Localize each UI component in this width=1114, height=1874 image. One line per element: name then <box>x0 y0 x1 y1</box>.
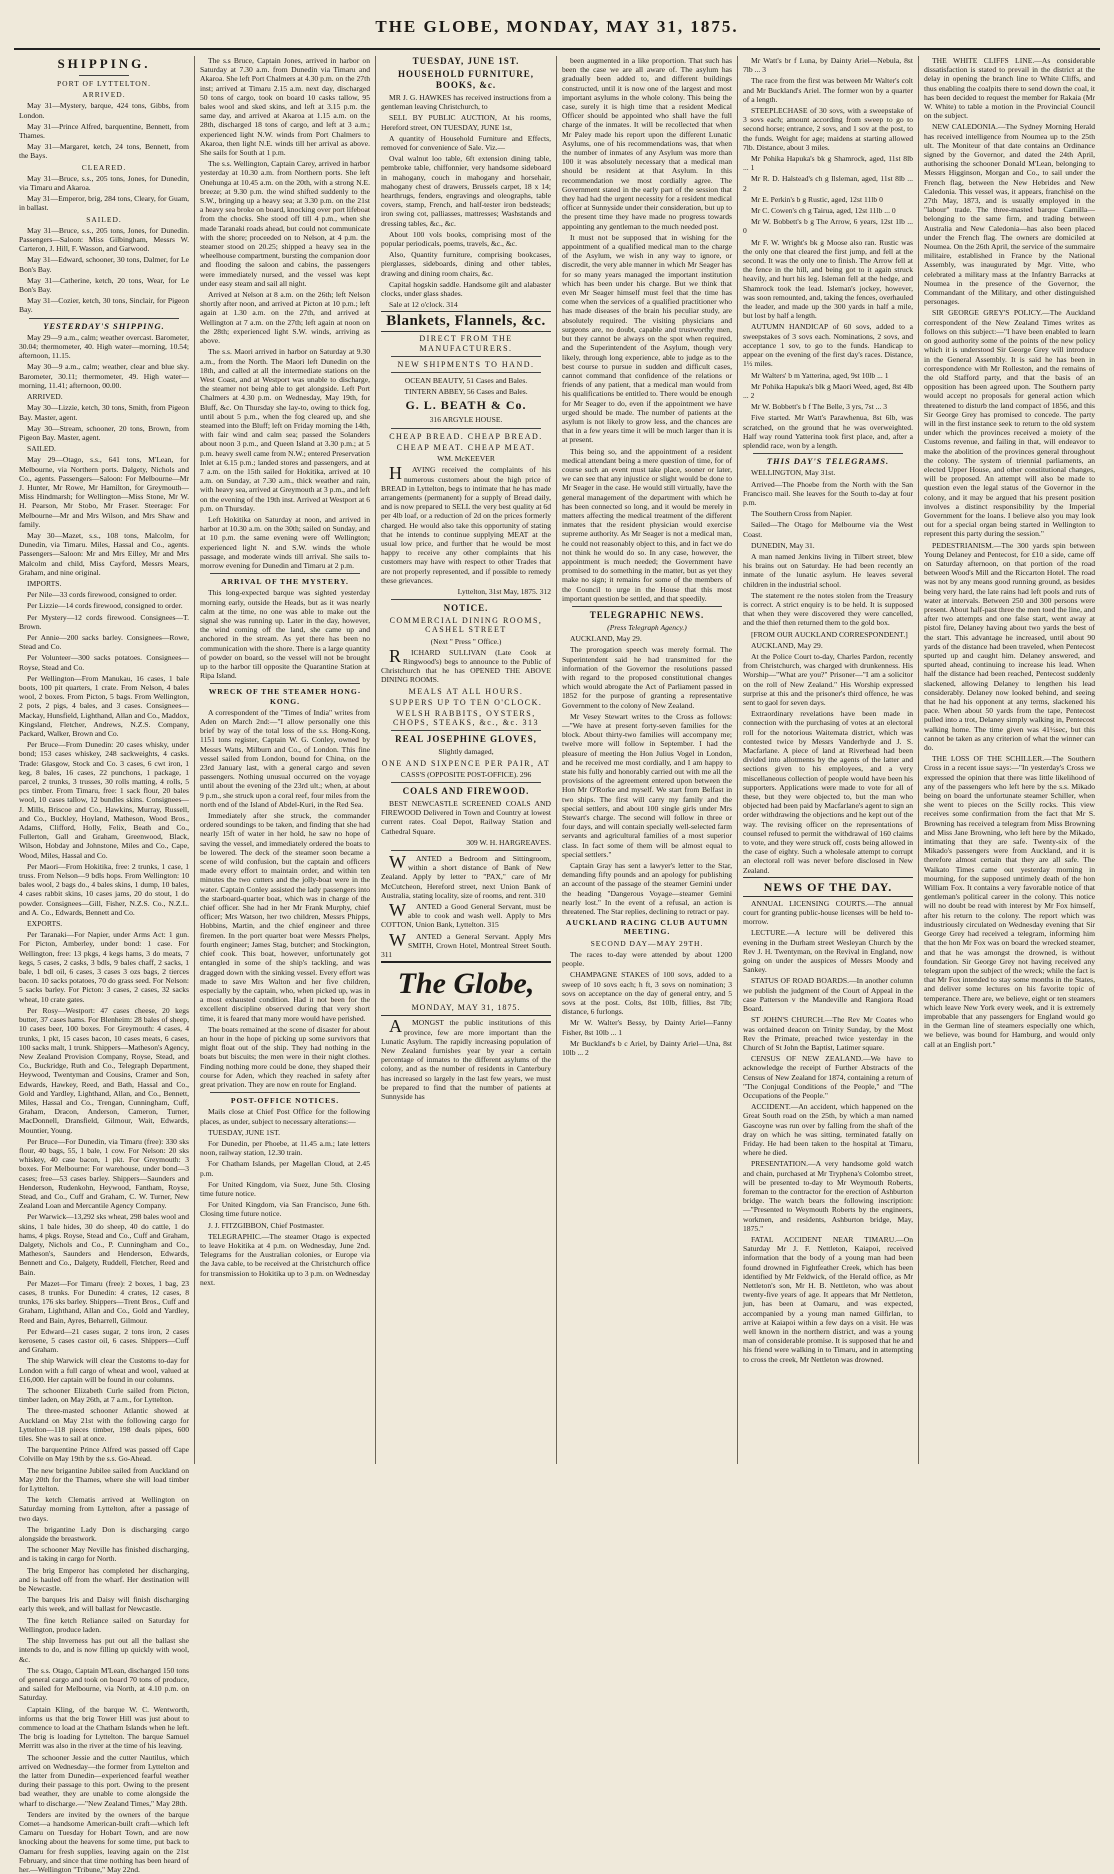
meat-heading: CHEAP MEAT. CHEAP MEAT. <box>396 442 536 452</box>
paragraph: CHAMPAGNE STAKES of 100 sovs, added to a sweep of 10 sovs each; h ft, 3 sovs on nomination; 3 sovs on acceptance on the day of general entry, and 5 sovs at the post. Colts, 8st 10lb, fillies, 8st 7lb; distance, 6 furlongs. <box>562 970 732 1017</box>
post-office-heading: POST-OFFICE NOTICES. <box>230 1096 340 1106</box>
paragraph: About 100 vols books, comprising most of the popular periodicals, poems, travels, &c., &c. <box>381 229 551 249</box>
shipping-body <box>19 333 189 1874</box>
paragraph: Per Mazet—For Timaru (free): 2 boxes, 1 bag, 23 cases, 8 trunks. For Dunedin: 4 crates, 12 cases, 8 trunks, 176 sks barley. Shippers—Trent Bros., Cuff and Graham, Lighthand, Allan and Co., Gold and Yardley, Reed and Bain, Ayres, Beharrell, Gilmour. <box>19 1278 189 1325</box>
column-advertisements <box>376 56 557 1464</box>
mystery-heading: ARRIVAL OF THE MYSTERY. <box>221 577 349 587</box>
tintern-abbey: TINTERN ABBEY, 56 Cases and Bales. <box>404 387 528 397</box>
divider <box>29 318 179 319</box>
dining-subheading: (Next " Press " Office.) <box>430 636 502 646</box>
paragraph: AUCKLAND, May 29. <box>570 634 642 644</box>
paragraph: The ketch Clematis arrived at Wellington on Saturday morning from Lyttelton, after a passage of two days. <box>19 1495 189 1523</box>
paragraph: Per Annie—200 sacks barley. Consignees—Rowe, Stead and Co. <box>19 632 189 652</box>
paragraph: Per Bruce—For Dunedin, via Timaru (free): 330 sks flour, 40 bags, 55, 1 bale, 1 cow. For Nelson: 20 sks whiskey, 40 case bacon, 1 pkt. For Greymouth: 3 boxes. For Melbourne: For warehouse, under bond—3 cases; free—53 cases barley. Shippers—Saunders and Henderson, Rudenkohn, Heywood, Fantham, Royse, Stead, and Co., Cuff and Graham, C. W. Turner, New Zealand Loan and Mercantile Agency Company. <box>19 1136 189 1211</box>
racing-subheading: SECOND DAY—MAY 29TH. <box>590 938 704 948</box>
shipping-title: SHIPPING. <box>57 56 151 71</box>
paragraph: The races to-day were attended by about 1200 people. <box>562 949 732 969</box>
paragraph: Arrived—The Phoebe from the North with the San Francisco mail. She leaves for the South to-day at four p.m. <box>743 479 913 507</box>
paragraph: Per Lizzie—14 cords firewood, consigned to order. <box>27 601 183 611</box>
paragraph: Per Bruce—From Dunedin: 20 cases whisky, under bond; 153 cases whiskey, 248 sackweights, 4 casks. Trade: Glasgow, Stock and Co. 3 cases, 6 cwt iron, 1 keg, 8 bales, 16 cases, 22 punchons, 1 package, 1 parcel, 2 trunks, 3 trusses, 30 rolls matting, 4 rolls, 5 pcs timber. From Timaru, free: 1 sack flour, 20 bales wool, 10 cases tallow, 12 bundles skins. Consignees—J. Mills, Briscoe and Co., Hawkins, Murray, Russell, and Co., Buckley, Hoyland, Matheson, Wood Bros., Adams, Clifford, Holly, Felix, Beath and Co., Fullerton, Gall and Graham, Greenwood, Black, Wilson, Hobday and Johnstone, Miles and Co., Cape, Wood, Miles, Hassal and Co. <box>19 740 189 860</box>
rabbits-line: WELSH RABBITS, OYSTERS, CHOPS, STEAKS, &c., &c. 313 <box>392 708 540 728</box>
telegraphic-body <box>562 634 732 916</box>
paragraph: May 31—Margaret, ketch, 24 tons, Bennett, from the Bays. <box>19 142 189 161</box>
paragraph: May 29—9 a.m., calm; weather overcast. Barometer, 30.04; thermometer, 40. High water—morning, 10.54; afternoon, 11.15. <box>19 332 189 361</box>
coals-body: BEST NEWCASTLE SCREENED COALS AND FIREWOOD Delivered in Town and Country at lowest current rates. Coal Depot, Railway Station and Cathedral Square. <box>381 798 551 836</box>
paragraph: SAILED. <box>27 444 56 454</box>
divider <box>210 1092 360 1093</box>
paragraph: The s.s. Maori arrived in harbor on Saturday at 9.30 a.m., from the North. The Maori left Dunedin on the 18th, and called at all the intermediate stations on the West Coast, and at Westport was unable to discharge, the steamer not being able to get alongside. Left Port Chalmers at 4.30 p.m. on Wednesday, May 19th, for Bluff, &c. On Thursday she lay-to, owing to thick fog, until about 5 p.m., when the fog cleared up, and she steamed into the Bluff; left on Friday morning the 14th, with fair wind and calm sea; passed the Solanders about noon 3 p.m., and Queen Island at 3.30 p.m.; at 5 p.m. heavy swell came from N.W.; entered Preservation Inlet at 6.15 p.m.; landed stores and passengers, and at 7 a.m. on the 15th sailed for Hokitika, arrived at 10 a.m. on Sunday, at 7.30 a.m., thick weather and rain, with heavy sea, arrived at Greymouth at 3 p.m., and left on the evening of the 19th inst. Arrived at Westport at 6 p.m. on Thursday. <box>200 347 370 513</box>
beath-name: G. L. BEATH & Co. <box>405 398 527 413</box>
paragraph: For United Kingdom, via Suez, June 5th. Closing time future notice. <box>200 1179 370 1198</box>
column-shipping <box>14 56 195 1874</box>
cleared-list <box>19 174 189 213</box>
bread-body: HAVING received the complaints of his numerous customers about the high price of BREAD in Lyttelton, begs to intimate that he has made arrangements (permanent) for a supply of Bread daily, and is now prepared to SELL the very best quality at 6d per 4lb loaf, or a reduction of 2d on the prices formerly charged. He would also take this opportunity of stating that he intends to continue supplying MEAT at the usual low price, and further that he would be most happy to receive any other complaints that his customers may have with respect to other Trades that are not properly represented, and if possible to remedy these grievances. <box>381 463 551 585</box>
paragraph: Per Taranaki—For Napier, under Arms Act: 1 gun. For Picton, Amberley, under bond: 1 case. For Wellington, free: 13 pkgs, 4 kegs hams, 3 do meats, 7 kegs, 5 cases, 2 casks, 3 bdls, 9 bales chaff, 2 sacks, 1 bale, 1 bdl oil, 6 cases, 3 cases 3 ozs bags, 2 tierces bacon. 10 sacks potatoes, 70 do grass seed. For Nelson: 5 sacks barley. For Picton: 3 cases, 2 cases, 32 sacks wheat, 10 crate gates. <box>19 930 189 1004</box>
racing-continued <box>743 56 913 450</box>
globe-title: The Globe, <box>381 961 551 1001</box>
ocean-beauty: OCEAN BEAUTY, 51 Cases and Bales. <box>404 376 528 386</box>
paragraph: STATUS OF ROAD BOARDS.—In another column we publish the judgment of the Court of Appeal in the case Patterson v the Mandeville and Rangiora Road Board. <box>743 976 913 1014</box>
paragraph: May 30—Mazet, s.s., 108 tons, Malcolm, for Dunedin, via Timaru. Miles, Hassal and Co., agents. Passengers—Saloon: Mr and Mrs Eilley, Mr and Mrs Malcolm and child, Miss Cayford, Messrs Mears, Graham, and nine original. <box>19 530 189 577</box>
paragraph: The brig Emperor has completed her discharging, and is hauled off from the wharf. Her destination will be Newcastle. <box>19 1565 189 1594</box>
paragraph: For United Kingdom, via San Francisco, June 6th. Closing time future notice. <box>200 1200 370 1219</box>
blankets-subheading: DIRECT FROM THE MANUFACTURERS. <box>419 334 513 353</box>
wreck-body <box>200 708 370 1089</box>
divider <box>753 453 903 454</box>
paragraph: May 31—Edward, schooner, 30 tons, Dalmer, for Le Bon's Bay. <box>19 255 189 274</box>
paragraph: The brigantine Lady Don is discharging cargo alongside the breastwork. <box>19 1524 189 1544</box>
paragraph: Mr W. Bobbett's b g The Arrow, 6 years, 12st 1lb ... 0 <box>743 217 913 236</box>
paragraph: The statement re the notes stolen from the Treasury is correct. A strict enquiry is to be held. It is supposed that when they were discovered they were cancelled, and the thief then returned them to the gold box. <box>743 590 913 628</box>
paragraph: This long-expected barque was sighted yesterday morning early, outside the Heads, but as it was nearly calm at the time, no one was able to make out the signal she was running up. Later in the day, however, the wind coming off the land, she came up and anchored in the stream. As yet there has been no communication with the shore. There is a large quantity of powder on board, so the vessel will not be brought up to the harbor till opposite the Quarantine Station at Ripa Island. <box>200 588 370 681</box>
paragraph: Mr R. D. Halstead's ch g Ilsleman, aged, 11st 8lb ... 2 <box>743 174 913 193</box>
paragraph: [FROM OUR AUCKLAND CORRESPONDENT.] <box>751 629 908 639</box>
paragraph: The s.s. Wellington, Captain Carey, arrived in harbor yesterday at 10.30 a.m. from Northern ports. She left Onehunga at 10.45 a.m. on the 20th, with a strong N.E. breeze; at 9.30 p.m. the wind shifted suddenly to the S.W., bringing up a heavy sea; at 3.30 p.m. on the 21st a heavy sea broke on board, knocking over port lifeboat from the chocks. She stood off till 4 p.m., when she made Taranaki roads ahead, but could not communicate with the shore; proceeded on to Nelson, at 4 p.m. the steamer stood on 20.25; shipped a heavy sea in the wheelhouse compartment, bursting the companion door and flooding the saloon and cabins, the passengers were immediately nursed, and the vessel was kept under easy steam and sail all night. <box>200 159 370 288</box>
paragraph: ST JOHN'S CHURCH.—The Rev Mr Coates who was ordained deacon on Trinity Sunday, by the Most Rev the Primate, preached twice yesterday in the Church of St John the Baptist, Latimer square. <box>743 1015 913 1052</box>
paragraph: ACCIDENT.—An accident, which happened on the Great South road on the 25th, by which a man named Gascoyne was run over by falling from the shaft of the dray on which he was sitting, terminated fatally on Friday. He had been taken to the hospital at Timaru, where he died. <box>743 1102 913 1158</box>
news-of-the-day-body <box>743 899 913 1364</box>
paragraph: The barquentine Prince Alfred was passed off Cape Colville on May 19th by the s.s. Go-Ahead. <box>19 1445 189 1464</box>
telegraphic-heading: TELEGRAPHIC NEWS. <box>589 609 705 620</box>
paragraph: Sale at 12 o'clock. 314 <box>389 300 458 310</box>
leader-start: AMONGST the public institutions of this province, few are more important than the Lunatic Asylum. The rapidly increasing population of New Zealand furnishes year by year a certain percentage of inmates to the different asylums of the colony, and as the number of residents in Canterbury has increased so largely in the last few years, we must be prepared to find that the number of patients at Sunnyside has <box>381 1016 551 1102</box>
leader-body <box>562 56 732 603</box>
news-of-the-day-heading: NEWS OF THE DAY. <box>743 877 913 897</box>
arrived-list <box>19 101 189 160</box>
sailed-heading: SAILED. <box>86 214 122 224</box>
paragraph: been augmented in a like proportion. That such has been the case we are all aware of. The asylum has gradually been added to, and different buildings constructed, until it is now one of the largest and most important asylums in the whole colony. This being the case, surely it is high time that a resident Medical Officer should be appointed who shall have the full charge of the inmates. It will be recollected that when Mr Paley made his report upon the different Lunatic Asylums, one of his recommendations was, that when the number of inmates of any Asylum was more than 100 it was absolutely necessary that a medical man should be resident at that Asylum. In this recommendation we most cordially agree. The Government stated in the early part of the session that they had had the urgent necessity for a resident medical officer at Sunnyside under their consideration, but up to the present time they have made no progress towards appointing any gentleman to the much needed post. <box>562 56 732 231</box>
arrived-heading: ARRIVED. <box>82 90 126 100</box>
paragraph: Arrived at Nelson at 8 a.m. on the 26th; left Nelson shortly after noon, and arrived at Picton at 10 p.m.; left again at 1.30 a.m. on the 27th, and arrived at Wellington at 7 a.m. on the 27th; left again at noon on the 28th; experienced light S.W. winds, arriving as above. <box>200 290 370 346</box>
divider <box>391 372 541 373</box>
paragraph: Per Nile—33 cords firewood, consigned to order. <box>27 590 177 600</box>
paragraph: May 29—Otago, s.s., 641 tons, M'Lean, for Melbourne, via Northern ports. Dalgety, Nichols and Co., agents. Passengers—Saloon: For Melbourne—Mr J. Hunter, Mr Rowe, Mr Hamilton, for Greymouth—Miss Hindmarsh; for Wellington—Miss Stone, Mr W. H. Pearson, Mr Stobo, Mr Fraser. Steerage: For Melbourne—Mr and Mrs Wilson, and Mrs Shaw and family. <box>19 455 189 529</box>
wanted-ad-general: WANTED a General Servant. Apply Mrs SMITH, Crown Hotel, Montreal Street South. 311 <box>381 929 551 960</box>
paragraph: PRESENTATION.—A very handsome gold watch and chain, purchased at Mr Tryphena's Colombo street, will be presented to-day to Mr Weymouth Roberts, foreman to the contractor for the erection of Ashburton bridge. The watch bears the following inscription:—"Presented to Weymouth Roberts by the engineers, workmen, and residents, Ashburton bridge, May, 1875." <box>743 1159 913 1233</box>
news-continued-body <box>924 56 1095 1049</box>
paragraph: Mr Vesey Stewart writes to the Cross as follows:—"We have at present forty-seven families for the block. About thirty-two families will accompany me; twelve more will follow in September. I had the pleasure of meeting the Hon Julius Vogel in London, and he received me most cordially, and I am happy to state his fully and honorably carried out with me all the provisions of the agreement entered upon between the Hon Mr O'Rorke and myself. We start from Belfast in two ships. The first will carry my family and the special settlers, and about 100 single girls under Mrs Stewart's charge. The second will follow in three or four days, and will contain specially well-selected farm servants and agricultural families of a most superior class. In fact some of them will be almost equal to special settlers." <box>562 711 732 859</box>
paragraph: Five started. Mr Watt's Parawhenua, 8st 6lb, was scratched, on the ground that he was overweighted. Half way round Yatterina took first place, and, after a splendid race, won by a length. <box>743 413 913 450</box>
paragraph: DUNEDIN, May 31. <box>751 540 815 550</box>
paragraph: Mr W. Walter's Bessy, by Dainty Ariel—Fanny Fisher, 8st 10lb ... 1 <box>562 1018 732 1037</box>
yesterday-heading: YESTERDAY'S SHIPPING. <box>43 320 165 331</box>
paragraph: The schooner Jessie and the cutter Nautilus, which arrived on Wednesday—the former from Lyttelton and the latter from Dunedin—experienced fearful weather during their passage to this port. Owing to the present bad weather, they are unable to come alongside the wharf to discharge.—"New Zealand Times," May 28th. <box>19 1752 189 1808</box>
paragraph: Mails close at Chief Post Office for the following places, as under, subject to necessary alterations:— <box>200 1107 370 1126</box>
paragraph: A man named Jenkins living in Tilbert street, blew his brains out on Saturday. He had been recently an inmate of the lunatic asylum. He leaves several children in the industrial school. <box>743 551 913 589</box>
telegraphic-subheading: (Press Telegraph Agency.) <box>607 622 687 632</box>
gloves-price: ONE AND SIXPENCE PER PAIR, AT <box>381 758 551 768</box>
paragraph: MR J. G. HAWKES has received instructions from a gentleman leaving Christchurch, to <box>381 93 551 112</box>
paragraph: For Chatham Islands, per Magellan Cloud, at 2.45 p.m. <box>200 1159 370 1178</box>
paragraph: Mr C. Cowen's ch g Tairua, aged, 12st 11lb ... 0 <box>751 206 896 216</box>
paragraph: The fine ketch Reliance sailed on Saturday for Wellington, produce laden. <box>19 1615 189 1634</box>
paragraph: Left Hokitika on Saturday at noon, and arrived in harbor at 10.30 a.m. on the 30th; sailed on Sunday, and at 10 p.m. the same evening were off Wellington; experienced light N. and S.W. winds the whole passage, and moderate winds till arrival. She sails to-morrow evening for Dunedin and Timaru at 2 p.m. <box>200 514 370 570</box>
meals-line: MEALS AT ALL HOURS. <box>408 686 524 696</box>
divider <box>391 599 541 600</box>
paragraph: The schooner May Neville has finished discharging, and is taking in cargo for North. <box>19 1545 189 1564</box>
paragraph: PEDESTRIANISM.—The 300 yards spin between Young Delaney and Pentecost, for £10 a side, came off on Saturday afternoon, on that portion of the road between Wood's Mill and the Riccarton Hotel. The road was not by any means good running ground, as besides being very hard, the late rains had left pools and ruts of water at intervals. Between 250 and 300 persons were present. About half-past three the men toed the line, and after two attempts and one false start, went away at pistol fire, Delaney having about two yards the best of the start. This advantage he increased, until about 90 yards of the distance had been traveled, when Pentecost spurted up and caught him. Delaney answered, and spurted ahead, continuing to increase his lead. When half the distance had been reached, Pentecost suddenly slackened, allowing Delaney to lengthen his lead considerably. Delaney now looked behind, and seeing that he had his opponent at any terms, slackened his pace. When about 50 yards from the tape, Pentecost pulled into a trot, Delaney simply walking in, Pentecost walking home. The time given was 41½sec, but this cannot be taken as any criterion of what the winner can do. <box>924 540 1095 753</box>
paragraph: The boats remained at the scene of disaster for about an hour in the hope of picking up some survivors that might float out of the ship. They had nothing in the boats but biscuits; the men were in their night clothes. Finding nothing more could be done, they shaped their course for Aden, which they reached in safety after great privation. They are now en route for England. <box>200 1024 370 1089</box>
paragraph: Mr Walters' b m Yatterina, aged, 9st 10lb ... 1 <box>751 370 889 380</box>
divider <box>391 356 541 357</box>
divider <box>391 730 541 731</box>
paragraph: This being so, and the appointment of a resident medical attendant being a mere question of time, for of course such an event must take place, sooner or later, we can see that any injustice or slight would be done to Mr Seager in the case. He would still virtually, have the general management of the department with which he has been connected so long, and it would be merely in matters affecting the medical treatment of the different inmates that the resident physician would exercise supreme authority. As Mr Seager is not a medical man, he could not reasonably object to this, and in fact we do not think he would do so. In any case, however, the appointment is much needed; the Government have promised to do something in the matter, but as yet they make no sign; it remains for some of the members of the Council to urge in the House that this most important question be settled, and that speedily. <box>562 446 732 603</box>
paragraph: SELL BY PUBLIC AUCTION, At his rooms, Hereford street, ON TUESDAY, JUNE 1st, <box>381 113 551 132</box>
paragraph: Extraordinary revelations have been made in connection with the purchasing of votes at an electoral roll for the notorious Waitemata district, which was contested twice by Messrs Vanderhyde and J. S. Macfarlane. A piece of land at Riverhead had been divided into allotments by the agents of the latter and sections given to his employees, and a very miscellaneous collection of people would have been his supporters. Applications were made to vote for all of these, but they were objected to, but the man who objected had been paid by Macfarlane's agent to sign an order withdrawing the objections and he kept out of the way. The revising officer on the representations of counsel refused to permit the withdrawal of 160 claims to vote, and they were struck off, costs being allowed in the case of eighty. Such a wholesale attempt to corrupt an electoral roll was never before disclosed in New Zealand. <box>743 709 913 875</box>
paragraph: May 31—Catherine, ketch, 20 tons, Wear, for Le Bon's Bay. <box>19 275 189 295</box>
masthead <box>14 10 1100 50</box>
mckeever-name: WM. McKEEVER <box>437 454 495 464</box>
paragraph: Captain Kling, of the barque W. C. Wentworth, informs us that the brig Tower Hill was just about to commence to load at the Chatham Islands when he left. The brig is loading for Lyttelton. The barque Samuel Merritt was also in the river at the time of his leaving. <box>19 1704 189 1751</box>
dining-heading: COMMERCIAL DINING ROOMS, CASHEL STREET <box>389 616 543 635</box>
racing-body <box>562 950 732 1057</box>
coals-heading: COALS AND FIREWOOD. <box>402 785 530 796</box>
paragraph: May 31—Mystery, barque, 424 tons, Gibbs, from London. <box>19 101 189 120</box>
paragraph: THE WHITE CLIFFS LINE.—As considerable dissatisfaction is stated to prevail in the district at the delay in opening the branch line to White Cliffs, and thus enabling the coalpits there to send down the coal, it has been decided to request the member for Rakaia (Mr W. White) to table a motion in the Provincial Council on the subject. <box>924 56 1095 121</box>
globe-date: MONDAY, MAY 31, 1875. <box>381 1003 551 1016</box>
paragraph: Mr Pohika Hapuka's bk g Shamrock, aged, 11st 8lb ... 1 <box>743 154 913 173</box>
paragraph: Per Volunteer—300 sacks potatoes. Consignees—Royse, Stead and Co. <box>19 653 189 672</box>
paragraph: SIR GEORGE GREY'S POLICY.—The Auckland correspondent of the New Zealand Times writes as follows on this subject:—"I have been enabled to learn on good authority some of the points of the new policy which it is understood Sir George Grey will introduce in the General Assembly. It is said he has been in correspondence with Mr Rolleston, and the remains of the old Stafford party, and that the basis of an opposition has been agreed upon. The Southern party would accept no proposals for general action which threatened to disturb the land compact of 1856, and this Sir George Grey has promised to concede. The party will in the first instance seek to return to the old system under which the provinces received a moiety of the Customs revenue, and failing in that, will endeavor to make the abolition of the provinces general throughout the colony. The system of triennial parliaments, an elected Upper House, and other constitutional changes, will be proposed. An attempt will also be made to question even the legal status of the Governor in the colony, and it may be argued that his present position involves a distinct responsibility by the Imperial Government for the loans. I believe also you may look out for a special organ being started in Wellington to represent this party during the session." <box>924 308 1095 539</box>
paragraph: Mr Watt's br f Luna, by Dainty Ariel—Nebula, 8st 7lb ... 3 <box>743 56 913 75</box>
gloves-heading: REAL JOSEPHINE GLOVES, <box>395 734 537 745</box>
paragraph: The barques Iris and Daisy will finish discharging early this week, and will ballast for Newcastle. <box>19 1595 189 1614</box>
sale-heading: HOUSEHOLD FURNITURE, BOOKS, &c. <box>397 69 534 90</box>
arrivals-body <box>200 56 370 570</box>
paragraph: Per Wellington—From Manukau, 16 cases, 1 bale boots, 100 pit quarters, 1 crate. From Nelson, 4 bales wool, 2 boxes. From Picton, 5 bags. From Wellington, 2 pots, 2 pigs, 4 bales, and 3 cases. Consignees—Mackay, Hunsfield, Lighthand, Allan and Co., Maddox, Kingsland, Fletcher, Andrews, N.Z.S. Company, Packard, Walker, Brown and Co. <box>19 673 189 738</box>
shipments-heading: NEW SHIPMENTS TO HAND. <box>397 359 535 369</box>
divider <box>391 428 541 429</box>
cleared-heading: CLEARED. <box>81 162 127 172</box>
paragraph: At the Police Court to-day, Charles Pardon, recently from Christchurch, was charged with drunkenness. His Worship—"What are you?" Prisoner—"I am a solicitor on the roll of New Zealand." His Worship expressed surprise at this and the prisoner's third offence, he was sent to gaol for seven days. <box>743 651 913 707</box>
paragraph: TUESDAY, JUNE 1ST. <box>208 1127 281 1137</box>
divider <box>210 683 360 684</box>
paragraph: Oval walnut loo table, 6ft extension dining table, pembroke table, chiffonnier, very handsome sideboard in mahogany, couch in mahogany and horsehair, mahogany chest of drawers, Brussels carpet, 18 x 14; hearthrugs, fenders, engravings and oleographs, table covers, stamp, French, and half-tester iron bedsteads; iron swing cot, palliasses, mattresses; Washstands and dressing tables, &c., &c. <box>381 154 551 228</box>
divider <box>79 75 129 76</box>
paragraph: Captain Gray has sent a lawyer's letter to the Star, demanding fifty pounds and an apology for publishing an account of the passage of the steamer Gemini under the heading "Dangerous Voyage—steamer Gemini nearly lost." In the event of a refusal, an action is threatened. The Star replies, declining to retract or pay. <box>562 861 732 917</box>
paragraph: The prorogation speech was merely formal. The Superintendent said he had transmitted for the information of the Governor the resolutions passed with regard to the proposed constitutional changes which would abrogate the Act of Parliament passed in 1852 for the purpose of granting a representative Government to the colony of New Zealand. <box>562 645 732 710</box>
paragraph: The three-masted schooner Atlantic showed at Auckland on May 21st with the following cargo for Lyttelton—118 pieces timber, 198 deals pipes, 600 tiles. She was to sail at once. <box>19 1406 189 1444</box>
wanted-ad-rooms: WANTED a Bedroom and Sittingroom, within a short distance of Bank of New Zealand. Apply by letter to "PAX," care of Mr McCutcheon, Hereford street, next Union Bank of Australia, stating locality, size of rooms, and rent. 310 <box>381 852 551 900</box>
bread-signature: Lyttelton, 31st May, 1875. 312 <box>457 586 551 596</box>
paragraph: Mr Pohika Hapuka's blk g Maori Weed, aged, 8st 4lb ... 2 <box>743 381 913 400</box>
divider <box>391 782 541 783</box>
paragraph: Mr W. Bobbett's b f The Belle, 3 yrs, 7st ... 3 <box>751 402 888 412</box>
suppers-line: SUPPERS UP TO TEN O'CLOCK. <box>389 697 543 707</box>
column-news-continued <box>919 56 1100 1464</box>
paragraph: May 31—Emperor, brig, 284 tons, Cleary, for Guam, in ballast. <box>19 194 189 213</box>
paragraph: NEW CALEDONIA.—The Sydney Morning Herald has received intelligence from Noumea up to the 25th ult. The Moniteur of that date contains an Ordinance signed by the Governor, and dated the 24th April, authorising the schooner Donald M'Lean, belonging to Messrs Higginson, Morgan and Co., to sail under the French flag, between the New Hebrides and New Caledonia. This vessel was, it appears, franchisé on the 27th May, 1873, and is usually employed in the "labour" trade. The three-masted barque Camilla—belonging to the same firm, and trading between Australia and New Caledonia—has also been placed under the French flag. The owners are domiciled at Noumea. On the 26th April, the service of the summaire militaire, established in France by the National Assembly, was inaugurated by Mgr. Vitte, who celebrated a military mass at the Infantry Barracks at Noumea in the presence of the Governor, the Commandant of the Military, and other distinguished personages. <box>924 122 1095 307</box>
paragraph: Tenders are invited by the owners of the barque Comet—a handsome American-built craft—which left Camaru on Tuesday for Hobart Town, and are now knocking about the heavens for some time, put back to Oamaru for fresh supplies, leaving again on the 21st February, and since that time nothing has been heard of her.—Wellington "Tribune," May 22nd. <box>19 1809 189 1874</box>
paragraph: Per Warwick—13,292 sks wheat, 298 bales wool and skins, 1 bale hides, 30 do sheep, 40 do cattle, 1 do hams, 4 pkgs. Royse, Stead and Co., Cuff and Graham, Dalgety, Nichols and Co., P. Cunningham and Co., Matheson's, Saunders and Henderson, Edwards, Bennett and Co., Dalgety, Ruddell, Fletcher, Reed and Bain. <box>19 1212 189 1277</box>
paragraph: Mr Buckland's b c Ariel, by Dainty Ariel—Una, 8st 10lb ... 2 <box>562 1038 732 1057</box>
paragraph: May 31—Prince Alfred, barquentine, Bennett, from Thames. <box>19 121 189 141</box>
paragraph: The race from the first was between Mr Walter's colt and Mr Buckland's Ariel. The former won by a quarter of a length. <box>743 76 913 104</box>
paragraph: Immediately after she struck, the commander ordered soundings to be taken, and finding that she had nearly 15ft of water in her hold, he saw no hope of saving the vessel, and immediately ordered the boats to be lowered. The deck of the steamer soon became a scene of wild confusion, but the captain and officers made every effort to maintain order, and within ten minutes the two cutters and the jolly-boat were in the water. Captain Conley assisted the lady passengers into the starboard-quarter boat, which was in charge of the chief officer. She had in her Mr Frank Murphy, chief officer; Mrs Watson, her two children, Messrs Phipps, Hobbins, Martin, and the chief engineer and three firemen. In the port quarter boat were Messrs Phelps, fourth engineer; James Stag, butcher; and Stockington, chief cook. This boat, however, unfortunately got entangled in some of the ship's tackling, and was dragged down with the sinking vessel. Every effort was made to save Mrs Walton and her five children, especially by the captain, who, when picked up, was in a most exhausted condition. Had it not been for the excellent discipline observed during that very short time, it is feared that many more would have perished. <box>200 811 370 1023</box>
paragraph: The Southern Cross from Napier. <box>751 509 853 519</box>
paragraph: The ship Inverness has put out all the ballast she intends to do, and is now filling up quickly with wool, &c. <box>19 1636 189 1664</box>
divider <box>210 573 360 574</box>
divider <box>572 606 722 607</box>
paragraph: Sailed—The Otago for Melbourne via the West Coast. <box>743 520 913 539</box>
todays-telegrams-body <box>743 468 913 875</box>
paragraph: A correspondent of the "Times of India" writes from Aden on March 2nd:—"I allow personally one this brief by way of the total loss of the s.s. Hong-Kong, 1151 tons register, Captain W. G. Conley, owned by Messrs Watts, Milburn and Co., of London. This fine vessel sailed from London, bound for China, on the 23rd January last, with a general cargo and seven passengers. Nothing unusual occurred on the voyage until about the evening of the 23rd ult.; when, at about 9 p.m., she struck upon a coral reef, four miles from the north end of the Island of Abdel-Kuri, in the Red Sea. <box>200 707 370 809</box>
paragraph: AUCKLAND, May 29. <box>751 640 823 650</box>
columns <box>14 56 1100 1874</box>
paragraph: Per Rosy—Westport: 47 cases cheese, 20 kegs butter, 37 cases hams. For Blenheim: 28 bales of sheep, 10 cases beer, 100 boxes. For Greymouth: 4 cases, 4 trunks, 1 pkt, 15 cases bacon, 10 cases meats, 6 cases, 100 sacks malt, 1 trunk. Shippers—Matheson's Agency, New Zealand Provision Company, Royse, Stead, and Co., Buckridge, Ruth and Co., Telegraph Department, Heywood, Twentyman and Cousins, Cramer and Son, Edwards, Hawkey, Reed, and Bath, Hassal and Co., Gold and Yardley, Lighthand, Allan, and Co., Bennett, Miles, Hassal and Co., Trengan, Cunningham, Cuff, Graham, Dracon, Anderson, Cameron, Turner, MacDonnell, Dransfield, Gilmour, Wait, Edwards, Mountier, Young. <box>19 1005 189 1135</box>
divider <box>391 850 541 851</box>
racing-heading: AUCKLAND RACING CLUB AUTUMN MEETING. <box>565 918 729 937</box>
paragraph: AUTUMN HANDICAP of 60 sovs, added to a sweepstakes of 3 sovs each. Nominations, 2 sovs, and acceptance 1 sov, to go to the funds. Handicap to appear on the evening of the first day's races. Distance, 1½ miles. <box>743 322 913 369</box>
notice-heading: NOTICE. <box>443 603 489 614</box>
paragraph: The s.s. Otago, Captain M'Lean, discharged 150 tons of general cargo and took on board 70 tons of produce, and sailed for Melbourne, via North, at 4.10 p.m. on Saturday. <box>19 1665 189 1703</box>
wreck-heading: WRECK OF THE STEAMER HONG-KONG. <box>208 687 362 706</box>
paragraph: The s.s Bruce, Captain Jones, arrived in harbor on Saturday at 7.30 a.m. from Dunedin via Timaru and Akaroa. She left Port Chalmers at 4.30 p.m. on the 27th inst; arrived at Timaru 2.15 a.m. next day, discharged 50 tons of cargo, took on board 10 casks tallow, 95 bales wool and sked skins, and left at 3.15 p.m. the same day, and arrived at Akaroa at 1.15 a.m. on the 28th, discharged 18 tons of cargo, and left at 3 a.m.; experienced light N.W. winds from Port Chalmers to Akaroa, then light N.E. winds till her arrival as above. She sails for South at 1 p.m. <box>200 56 370 158</box>
paragraph: The ship Warwick will clear the Customs to-day for London with a full cargo of wheat and wool, valued at £16,000. Her captain will be found in our columns. <box>19 1356 189 1384</box>
port-heading: PORT OF LYTTELTON. <box>57 79 151 88</box>
paragraph: EXPORTS. <box>27 919 63 929</box>
paragraph: IMPORTS. <box>27 578 62 588</box>
paragraph: It must not be supposed that in wishing for the appointment of a qualified medical man to the charge of the Asylum, we wish in any way to ignore, or discredit, the very able manner in which Mr Seager has for so many years managed the important institution which has been under his charge. But we think that even Mr Seager himself must feel that the time has come when the services of a qualified practitioner who has made diseases of the brain his peculiar study, are absolutely required. The visiting physicians and surgeons are, no doubt, capable and trustworthy men, but they cannot be always on the spot when required, and the Superintendent of the Asylum, though very likely, through long experience, able to judge as to the best course to pursue in sudden and difficult cases, cannot command that confidence of the relations or friends of any patient, that a medical man would from his qualifications be entitled to. There would be enough for Mr Seager to do, even if the appointment we have urged should be made. The number of patients at the asylum is not likely to grow less, and the chances are that in a few years time it will be much larger than it is at present. <box>562 232 732 445</box>
column-leader <box>557 56 738 1464</box>
coals-signature: 309 W. H. HARGREAVES. <box>466 837 551 847</box>
blankets-heading: Blankets, Flannels, &c. <box>381 311 551 332</box>
mystery-body <box>200 588 370 680</box>
paragraph: May 30—Lizzie, ketch, 30 tons, Smith, from Pigeon Bay. Master, agent. <box>19 403 189 422</box>
paragraph: Mr F. W. Wright's bk g Moose also ran. Rustic was the only one that cleared the first jump, and fell at the second. It was the only one to finish. The Arrow fell at the fence in the hill, and being got to it again struck heavily, and hurt his leg. Isleman fell at the hedge, and Shamrock took the lead. Isleman's jockey, however, was soon remounted, and, taking the fences, overhauled the leader, and made up the 300 yards in half a mile, but lost by half a length. <box>743 237 913 321</box>
wanted-ad-servant: WANTED a Good General Servant, must be able to cook and wash well. Apply to Mrs COTTON, Union Bank, Lyttelton. 315 <box>381 900 551 930</box>
paragraph: Per Mystery—12 cords firewood. Consignees—T. Brown. <box>19 612 189 631</box>
paragraph: Per Edward—21 cases sugar, 2 tons iron, 2 cases kerosene, 5 cases castor oil, 6 cases. Shippers—Cuff and Graham. <box>19 1326 189 1355</box>
paragraph: WELLINGTON, May 31st. <box>751 468 836 478</box>
paragraph: LECTURE.—A lecture will be delivered this evening in the Durham street Wesleyan Church by the Rev J. H. Twentyman, on the Revival in England, now going on under the auspices of Messrs Moody and Sankey. <box>743 928 913 975</box>
gloves-location: CASS'S (OPPOSITE POST-OFFICE). 296 <box>400 769 532 779</box>
column-news <box>738 56 919 1464</box>
column-shipping-continued <box>195 56 376 1464</box>
paragraph: FATAL ACCIDENT NEAR TIMARU.—On Saturday Mr J. F. Nettleton, Kaiapoi, received information that the body of a young man had been found drowned in Fightfeather Creek, which has been identified by Mr Feldwick, of the Herald office, as Mr Nettleton's son, Mr H. B. Nettleton, who was about twenty-five years of age. It appears that Mr Nettleton, jun, has been at Oamaru, and was expected, accompanied by a young man named Gilfirlan, to arrive at Kaiapoi within a few days on a visit. He was well known in the northern district, and was a young man of considerable promise. It is supposed that he and his friend were walking in to Timaru, and in attempting to cross the creek, Mr Nettleton was drowned. <box>743 1234 913 1364</box>
paragraph: May 30—9 a.m., calm; weather, clear and blue sky. Barometer, 30.11; thermometer, 49. High water—morning, 11.41; afternoon, 00.00. <box>19 362 189 390</box>
masthead-title: THE GLOBE, MONDAY, MAY 31, 1875. <box>375 17 739 36</box>
paragraph: TELEGRAPHIC.—The steamer Otago is expected to leave Hokitika at 4 p.m. on Wednesday, June 2nd. Telegrams for the Australian colonies, or Europe via the Java cable, to be received at the Christchurch office for transmission to Hokitika up to 3 p.m. on Wednesday next. <box>200 1231 370 1287</box>
paragraph: CENSUS OF NEW ZEALAND.—We have to acknowledge the receipt of Further Abstracts of the Census of New Zealand for 1874, containing a return of "The Conjugal Conditions of the People," and "The Occupations of the People." <box>743 1054 913 1100</box>
paragraph: May 31—Bruce, s.s., 205 tons, Jones, for Dunedin. Passengers—Saloon: Miss Gilbingham, Messrs W. Carteron, J. Hill, F. Wasson, and Garwood. <box>19 225 189 254</box>
paragraph: THE LOSS OF THE SCHILLER.—The Southern Cross in a recent issue says:—"In yesterday's Cross we expressed the opinion that there was little likelihood of any of the passengers who left here by the s.s. Mikado being on board the unfortunate steamer Schiller, when she went to pieces on the Scilly rocks. This view receives some confirmation from the fact that Mr S. Browning has received a telegram from Miss Browning and Miss Jane Browning, who left here by the Mikado, intimating that they are safe. Twenty-six of the Mikado's passengers were from Auckland, and it is therefore almost certain that they are all safe. The Waikato Times came out yesterday morning in mourning, for the supposed untimely death of the hon William Fox. It contains a very favorable notice of that gentleman's political career in the colony. This notice will no doubt be read with interest by Mr Fox himself, after his return to the colony. The report which was industriously circulated on Wednesday evening that Sir George Grey had received a telegram, informing him that the hon Mr Fox was on board the wrecked steamer, and that he was amongst the drowned, is without foundation. Sir George Grey not having received any telegram upon the subject of the wreck; while the fact is that Mr Fox intended to stay some months in the States, and deliver some lectures on his favorite topic of temperance. There are, we believe, eight or ten steamers which leave New York every week, and it is extremely improbable that any passengers for England would go in the German line of steamers especially one which, we believe, was bound for Hamburg, and would only call at an English port." <box>924 754 1095 1049</box>
gloves-subheading: Slightly damaged, <box>438 747 494 757</box>
paragraph: Mr E. Perkin's b g Rustic, aged, 12st 11lb 0 <box>751 194 883 204</box>
paragraph: The new brigantine Jubilee sailed from Auckland on May 20th for the Thames, where she will load timber for Lyttelton. <box>19 1465 189 1494</box>
paragraph: J. J. FITZGIBBON, Chief Postmaster. <box>208 1220 325 1230</box>
paragraph: A quantity of Household Furniture and Effects, removed for convenience of Sale. Viz.— <box>381 133 551 153</box>
todays-telegrams-heading: THIS DAY'S TELEGRAMS. <box>766 456 890 467</box>
paragraph: For Dunedin, per Phoebe, at 11.45 a.m.; late letters noon, railway station, 12.30 train. <box>200 1138 370 1158</box>
argyle-house: 316 ARGYLE HOUSE. <box>429 415 503 425</box>
paragraph: ANNUAL LICENSING COURTS.—The annual court for granting public-house licenses will be held to-morrow. <box>743 898 913 927</box>
bread-heading: CHEAP BREAD. CHEAP BREAD. <box>389 431 543 441</box>
paragraph: May 30—Stream, schooner, 20 tons, Brown, from Pigeon Bay. Master, agent. <box>19 423 189 442</box>
sale-date: TUESDAY, JUNE 1ST. <box>412 56 520 66</box>
paragraph: Also, Quantity furniture, comprising bookcases, pierglasses, sideboards, dining and other tables, drawing and dining room chairs, &c. <box>381 250 551 278</box>
sale-body <box>381 93 551 309</box>
paragraph: The schooner Elizabeth Curle sailed from Picton, timber laden, on May 26th, at 7 a.m., for Lyttelton. <box>19 1386 189 1405</box>
dining-body: RICHARD SULLIVAN (Late Cook at Ringwood's) begs to announce to the Public of Christchurch that he has OPENED THE ABOVE DINING ROOMS. <box>381 645 551 685</box>
sailed-list <box>19 226 189 315</box>
paragraph: May 31—Cozier, ketch, 30 tons, Sinclair, for Pigeon Bay. <box>19 296 189 315</box>
paragraph: May 31—Bruce, s.s., 205 tons, Jones, for Dunedin, via Timaru and Akaroa. <box>19 173 189 193</box>
paragraph: Per Maori—From Hokitika, free: 2 trunks, 1 case, 1 truss. From Nelson—9 bdls hops. From Wellington: 10 bales wool, 2 bags do., 4 bales skins, 1 dump, 10 bales, 4 cases rabbit skins, 10 cases jams, 20 do stout, 1 do powder. Consignees—Gill, Fisher, N.Z.S. Co., N.Z.L. and A. Co., Edwards, Bennett and Co. <box>19 861 189 917</box>
paragraph: ARRIVED. <box>27 392 63 402</box>
paragraph: STEEPLECHASE of 30 sovs, with a sweepstake of 3 sovs each; amount according from sweep to go to second horse; entrance, 2 sovs, and 1 sov at the post, to the funds. Weight for age; maidens at starting allowed 7lb. Distance, about 3 miles. <box>743 106 913 152</box>
post-office-body <box>200 1107 370 1287</box>
paragraph: Capital hogskin saddle. Handsome gilt and alabaster clocks, under glass shades. <box>381 279 551 299</box>
